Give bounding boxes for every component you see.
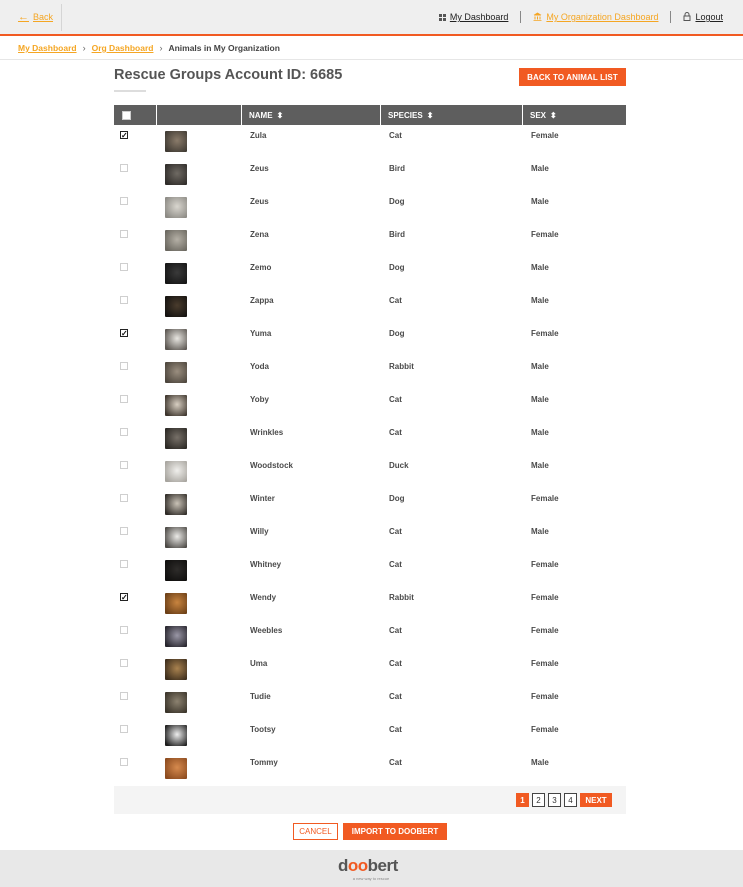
animal-name: Tommy bbox=[250, 758, 278, 767]
animal-thumbnail bbox=[165, 461, 187, 482]
table-row[interactable] bbox=[114, 259, 626, 292]
row-checkbox[interactable] bbox=[120, 296, 128, 304]
animal-thumbnail bbox=[165, 725, 187, 746]
logo-tagline: a new way to rescue bbox=[352, 876, 390, 881]
animal-thumbnail bbox=[165, 692, 187, 713]
cancel-button[interactable]: CANCEL bbox=[293, 823, 338, 840]
animal-species: Cat bbox=[389, 560, 402, 569]
name-column-header[interactable] bbox=[249, 105, 283, 125]
next-page-button[interactable]: NEXT bbox=[580, 793, 612, 807]
animal-thumbnail bbox=[165, 164, 187, 185]
animal-species: Cat bbox=[389, 659, 402, 668]
animal-sex: Female bbox=[531, 659, 559, 668]
row-checkbox[interactable] bbox=[120, 395, 128, 403]
animal-thumbnail bbox=[165, 197, 187, 218]
column-divider bbox=[241, 105, 242, 125]
row-checkbox[interactable] bbox=[120, 560, 128, 568]
breadcrumb-current: Animals in My Organization bbox=[168, 43, 280, 53]
breadcrumb-my-dashboard[interactable]: My Dashboard bbox=[18, 43, 77, 53]
pagination-bar bbox=[114, 786, 626, 814]
animal-thumbnail bbox=[165, 329, 187, 350]
row-checkbox[interactable] bbox=[120, 692, 128, 700]
animal-species: Cat bbox=[389, 428, 402, 437]
column-divider bbox=[380, 105, 381, 125]
breadcrumb-org-dashboard[interactable]: Org Dashboard bbox=[91, 43, 154, 53]
table-row[interactable] bbox=[114, 358, 626, 391]
table-row[interactable] bbox=[114, 127, 626, 160]
animal-species: Cat bbox=[389, 692, 402, 701]
animal-thumbnail bbox=[165, 230, 187, 251]
breadcrumb-divider bbox=[0, 59, 743, 60]
back-to-animal-list-button[interactable]: BACK TO ANIMAL LIST bbox=[519, 68, 626, 86]
pagination bbox=[516, 793, 612, 807]
row-checkbox[interactable]: ✓ bbox=[121, 131, 128, 140]
org-dashboard-link[interactable] bbox=[533, 12, 658, 23]
animal-name: Zeus bbox=[250, 164, 269, 173]
row-checkbox[interactable] bbox=[120, 626, 128, 634]
import-to-doobert-button[interactable]: IMPORT TO DOOBERT bbox=[343, 823, 447, 840]
animal-name: Willy bbox=[250, 527, 269, 536]
dashboard-icon bbox=[439, 14, 446, 21]
animal-thumbnail bbox=[165, 395, 187, 416]
animal-species: Cat bbox=[389, 131, 402, 140]
row-checkbox[interactable] bbox=[120, 164, 128, 172]
animal-sex: Male bbox=[531, 164, 549, 173]
table-row[interactable] bbox=[114, 523, 626, 556]
doobert-logo: doobert bbox=[338, 856, 398, 875]
my-dashboard-link[interactable] bbox=[439, 12, 509, 22]
animal-species: Dog bbox=[389, 494, 405, 503]
breadcrumb bbox=[18, 43, 280, 53]
animal-sex: Male bbox=[531, 362, 549, 371]
row-checkbox[interactable] bbox=[120, 461, 128, 469]
animal-species: Duck bbox=[389, 461, 409, 470]
nav-divider bbox=[670, 11, 671, 23]
animal-name: Zeus bbox=[250, 197, 269, 206]
row-checkbox[interactable] bbox=[120, 494, 128, 502]
table-row[interactable] bbox=[114, 193, 626, 226]
table-row[interactable] bbox=[114, 556, 626, 589]
animal-sex: Female bbox=[531, 131, 559, 140]
row-checkbox[interactable] bbox=[120, 758, 128, 766]
animal-species: Bird bbox=[389, 230, 405, 239]
animal-thumbnail bbox=[165, 560, 187, 581]
back-label: Back bbox=[33, 12, 54, 22]
animal-name: Tootsy bbox=[250, 725, 276, 734]
animal-thumbnail bbox=[165, 593, 187, 614]
org-dashboard-label: My Organization Dashboard bbox=[546, 12, 659, 22]
animal-sex: Female bbox=[531, 725, 559, 734]
animal-species: Cat bbox=[389, 395, 402, 404]
row-checkbox[interactable] bbox=[120, 230, 128, 238]
animal-name: Yuma bbox=[250, 329, 272, 338]
table-row[interactable] bbox=[114, 457, 626, 490]
page-4-button[interactable]: 4 bbox=[564, 793, 577, 807]
table-row[interactable] bbox=[114, 622, 626, 655]
animal-name: Whitney bbox=[250, 560, 282, 569]
animal-name: Wendy bbox=[250, 593, 277, 602]
table-row[interactable] bbox=[114, 160, 626, 193]
animal-name: Zula bbox=[250, 131, 267, 140]
logout-link[interactable] bbox=[683, 12, 723, 23]
animal-name: Tudie bbox=[250, 692, 271, 701]
animal-sex: Male bbox=[531, 461, 549, 470]
animal-sex: Male bbox=[531, 758, 549, 767]
animal-name: Weebles bbox=[250, 626, 283, 635]
chevron-right-icon: › bbox=[159, 43, 163, 53]
animal-sex: Male bbox=[531, 428, 549, 437]
animal-table-body bbox=[114, 127, 626, 787]
table-row[interactable] bbox=[114, 292, 626, 325]
animal-sex: Male bbox=[531, 395, 549, 404]
animal-name: Wrinkles bbox=[250, 428, 284, 437]
animal-thumbnail bbox=[165, 527, 187, 548]
animal-thumbnail bbox=[165, 659, 187, 680]
animal-thumbnail bbox=[165, 428, 187, 449]
animal-species: Cat bbox=[389, 626, 402, 635]
sort-icon: ⬍ bbox=[426, 110, 434, 120]
animal-species: Rabbit bbox=[389, 362, 414, 371]
footer bbox=[0, 850, 743, 887]
table-row[interactable] bbox=[114, 424, 626, 457]
species-header-label: SPECIES bbox=[388, 110, 423, 120]
arrow-left-icon: ← bbox=[18, 11, 29, 23]
column-divider bbox=[156, 105, 157, 125]
table-row[interactable] bbox=[114, 721, 626, 754]
animal-sex: Male bbox=[531, 296, 549, 305]
animal-sex: Female bbox=[531, 230, 559, 239]
row-checkbox[interactable] bbox=[120, 263, 128, 271]
animal-thumbnail bbox=[165, 131, 187, 152]
animal-name: Yoby bbox=[250, 395, 269, 404]
animal-sex: Male bbox=[531, 197, 549, 206]
animal-sex: Female bbox=[531, 494, 559, 503]
sex-column-header[interactable] bbox=[530, 105, 557, 125]
back-link[interactable] bbox=[18, 11, 53, 23]
animal-thumbnail bbox=[165, 494, 187, 515]
table-row[interactable] bbox=[114, 325, 626, 358]
logout-label: Logout bbox=[695, 12, 723, 22]
chevron-right-icon: › bbox=[82, 43, 86, 53]
animal-thumbnail bbox=[165, 263, 187, 284]
table-row[interactable] bbox=[114, 589, 626, 622]
animal-sex: Female bbox=[531, 692, 559, 701]
column-divider bbox=[522, 105, 523, 125]
top-nav bbox=[439, 11, 723, 23]
table-row[interactable] bbox=[114, 490, 626, 523]
animal-name: Zappa bbox=[250, 296, 274, 305]
row-checkbox[interactable] bbox=[120, 197, 128, 205]
table-row[interactable] bbox=[114, 391, 626, 424]
building-icon bbox=[533, 12, 542, 23]
title-underline bbox=[114, 90, 146, 92]
lock-icon bbox=[683, 12, 691, 23]
select-all-checkbox[interactable] bbox=[122, 111, 131, 120]
animal-thumbnail bbox=[165, 296, 187, 317]
animal-sex: Male bbox=[531, 527, 549, 536]
row-checkbox[interactable] bbox=[120, 428, 128, 436]
animal-thumbnail bbox=[165, 626, 187, 647]
animal-thumbnail bbox=[165, 758, 187, 779]
row-checkbox[interactable] bbox=[120, 362, 128, 370]
top-divider bbox=[61, 4, 62, 31]
page-1-button[interactable]: 1 bbox=[516, 793, 529, 807]
table-header bbox=[114, 105, 626, 125]
name-header-label: NAME bbox=[249, 110, 273, 120]
sex-header-label: SEX bbox=[530, 110, 547, 120]
animal-species: Rabbit bbox=[389, 593, 414, 602]
animal-sex: Female bbox=[531, 593, 559, 602]
page-2-button[interactable]: 2 bbox=[532, 793, 545, 807]
row-checkbox[interactable]: ✓ bbox=[121, 593, 128, 602]
row-checkbox[interactable]: ✓ bbox=[121, 329, 128, 338]
page-3-button[interactable]: 3 bbox=[548, 793, 561, 807]
animal-species: Cat bbox=[389, 527, 402, 536]
nav-divider bbox=[520, 11, 521, 23]
top-bar bbox=[0, 0, 743, 36]
row-checkbox[interactable] bbox=[120, 659, 128, 667]
animal-name: Yoda bbox=[250, 362, 269, 371]
animal-species: Cat bbox=[389, 758, 402, 767]
animal-name: Winter bbox=[250, 494, 275, 503]
table-row[interactable] bbox=[114, 226, 626, 259]
animal-species: Dog bbox=[389, 197, 405, 206]
animal-species: Dog bbox=[389, 329, 405, 338]
table-row[interactable] bbox=[114, 688, 626, 721]
row-checkbox[interactable] bbox=[120, 527, 128, 535]
animal-name: Woodstock bbox=[250, 461, 293, 470]
animal-sex: Female bbox=[531, 560, 559, 569]
animal-thumbnail bbox=[165, 362, 187, 383]
animal-name: Uma bbox=[250, 659, 268, 668]
species-column-header[interactable] bbox=[388, 105, 433, 125]
animal-sex: Male bbox=[531, 263, 549, 272]
animal-species: Dog bbox=[389, 263, 405, 272]
animal-species: Cat bbox=[389, 296, 402, 305]
sort-icon: ⬍ bbox=[550, 110, 557, 120]
animal-species: Cat bbox=[389, 725, 402, 734]
table-row[interactable] bbox=[114, 655, 626, 688]
page-title: Rescue Groups Account ID: 6685 bbox=[114, 67, 343, 83]
table-row[interactable] bbox=[114, 754, 626, 787]
animal-name: Zena bbox=[250, 230, 269, 239]
animal-name: Zemo bbox=[250, 263, 272, 272]
row-checkbox[interactable] bbox=[120, 725, 128, 733]
sort-icon: ⬍ bbox=[276, 110, 284, 120]
animal-sex: Female bbox=[531, 626, 559, 635]
animal-species: Bird bbox=[389, 164, 405, 173]
animal-sex: Female bbox=[531, 329, 559, 338]
my-dashboard-label: My Dashboard bbox=[449, 12, 509, 22]
